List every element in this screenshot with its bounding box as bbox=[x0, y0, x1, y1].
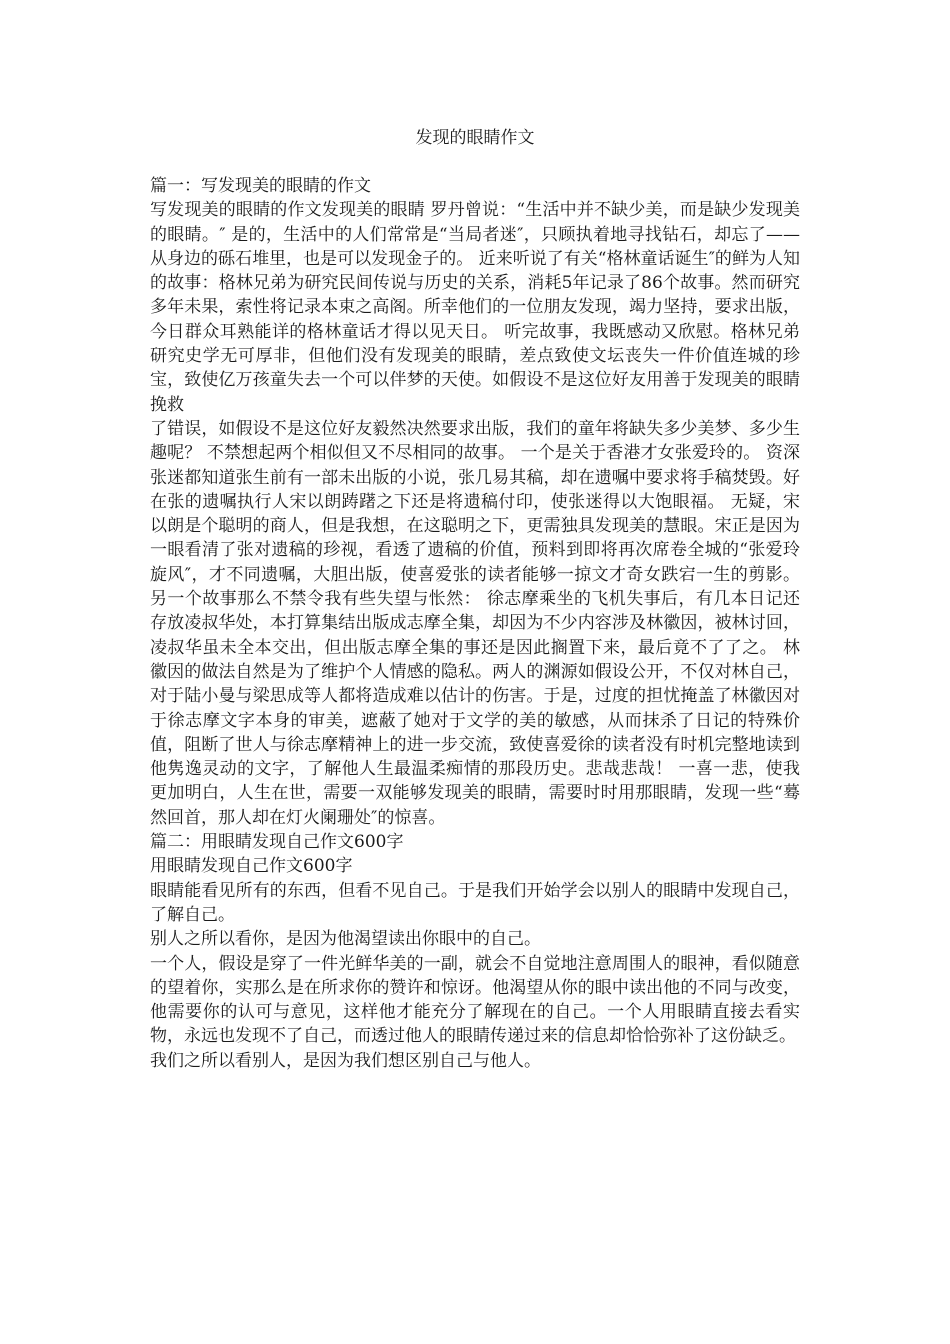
paragraph: 了错误，如假设不是这位好友毅然决然要求出版，我们的童年将缺失多少美梦、多少生趣呢？ 不禁想起两个相似但又不尽相同的故事。 一个是关于香港才女张爱玲的。 资深张迷都知道张生前有一部未出版的小说，张几易其稿，却在遗嘱中要求将手稿焚毁。好在张的遗嘱执行人宋以朗踌躇之下还是将遗稿付印，使张迷得以大饱眼福。 无疑，宋以朗是个聪明的商人，但是我想，在这聪明之下，更需独具发现美的慧眼。宋正是因为一眼看清了张对遗稿的珍视，看透了遗稿的价值，预料到即将再次席卷全城的“张爱玲旋风″，才不同遗嘱，大胆出版，使喜爱张的读者能够一掠文才奇女跌宕一生的剪影。 另一个故事那么不禁令我有些失望与怅然： 徐志摩乘坐的飞机失事后，有几本日记还存放凌叔华处，本打算集结出版成志摩全集，却因为不少内容涉及林徽因，被林讨回，凌叔华虽未全本交出，但出版志摩全集的事还是因此搁置下来，最后竟不了了之。 林徽因的做法自然是为了维护个人情感的隐私。两人的渊源如假设公开，不仅对林自己，对于陆小曼与梁思成等人都将造成难以估计的伤害。于是，过度的担忧掩盖了林徽因对于徐志摩文字本身的审美，遮蔽了她对于文学的美的敏感，从而抹杀了日记的特殊价值，阻断了世人与徐志摩精神上的进一步交流，致使喜爱徐的读者没有时机完整地读到他隽逸灵动的文字，了解他人生最温柔痴情的那段历史。悲哉悲哉！ 一喜一悲，使我更加明白，人生在世，需要一双能够发现美的眼睛，需要时时用那眼睛，发现一些“蓦然回首，那人却在灯火阑珊处″的惊喜。 bbox=[150, 418, 800, 828]
document-body bbox=[150, 174, 800, 1073]
paragraph: 我们之所以看别人，是因为我们想区别自己与他人。 bbox=[150, 1050, 541, 1071]
paragraph: 用眼睛发现自己作文600字 bbox=[150, 856, 353, 877]
paragraph: 一个人，假设是穿了一件光鲜华美的一副，就会不自觉地注意周围人的眼神，看似随意的望着你，实那么是在所求你的赞许和惊讶。他渴望从你的眼中读出他的不同与改变，他需要你的认可与意见，这样他才能充分了解现在的自己。一个人用眼睛直接去看实物，永远也发现不了自己，而透过他人的眼睛传递过来的信息却恰恰弥补了这份缺乏。 bbox=[150, 953, 800, 1047]
section-heading-2: 篇二：用眼睛发现自己作文600字 bbox=[150, 832, 404, 853]
paragraph: 眼睛能看见所有的东西，但看不见自己。于是我们开始学会以别人的眼睛中发现自己，了解自己。 bbox=[150, 880, 800, 925]
document-title: 发现的眼睛作文 bbox=[415, 128, 535, 148]
paragraph: 别人之所以看你，是因为他渴望读出你眼中的自己。 bbox=[150, 929, 541, 950]
section-heading-1: 篇一：写发现美的眼睛的作文 bbox=[150, 176, 371, 196]
paragraph: 写发现美的眼睛的作文发现美的眼睛 罗丹曾说：“生活中并不缺少美，而是缺少发现美的眼睛。″ 是的，生活中的人们常常是“当局者迷″，只顾执着地寻找钻石，却忘了——从身边的砾石堆里，也是可以发现金子的。 近来听说了有关“格林童话诞生″的鲜为人知的故事：格林兄弟为研究民间传说与历史的关系，消耗5年记录了86个故事。然而研究多年未果，索性将记录本束之高阁。所幸他们的一位朋友发现，竭力坚持，要求出版，今日群众耳熟能详的格林童话才得以见天日。 听完故事，我既感动又欣慰。格林兄弟研究史学无可厚非，但他们没有发现美的眼睛，差点致使文坛丧失一件价值连城的珍宝，致使亿万孩童失去一个可以伴梦的天使。如假设不是这位好友用善于发现美的眼睛挽救 bbox=[150, 200, 800, 415]
